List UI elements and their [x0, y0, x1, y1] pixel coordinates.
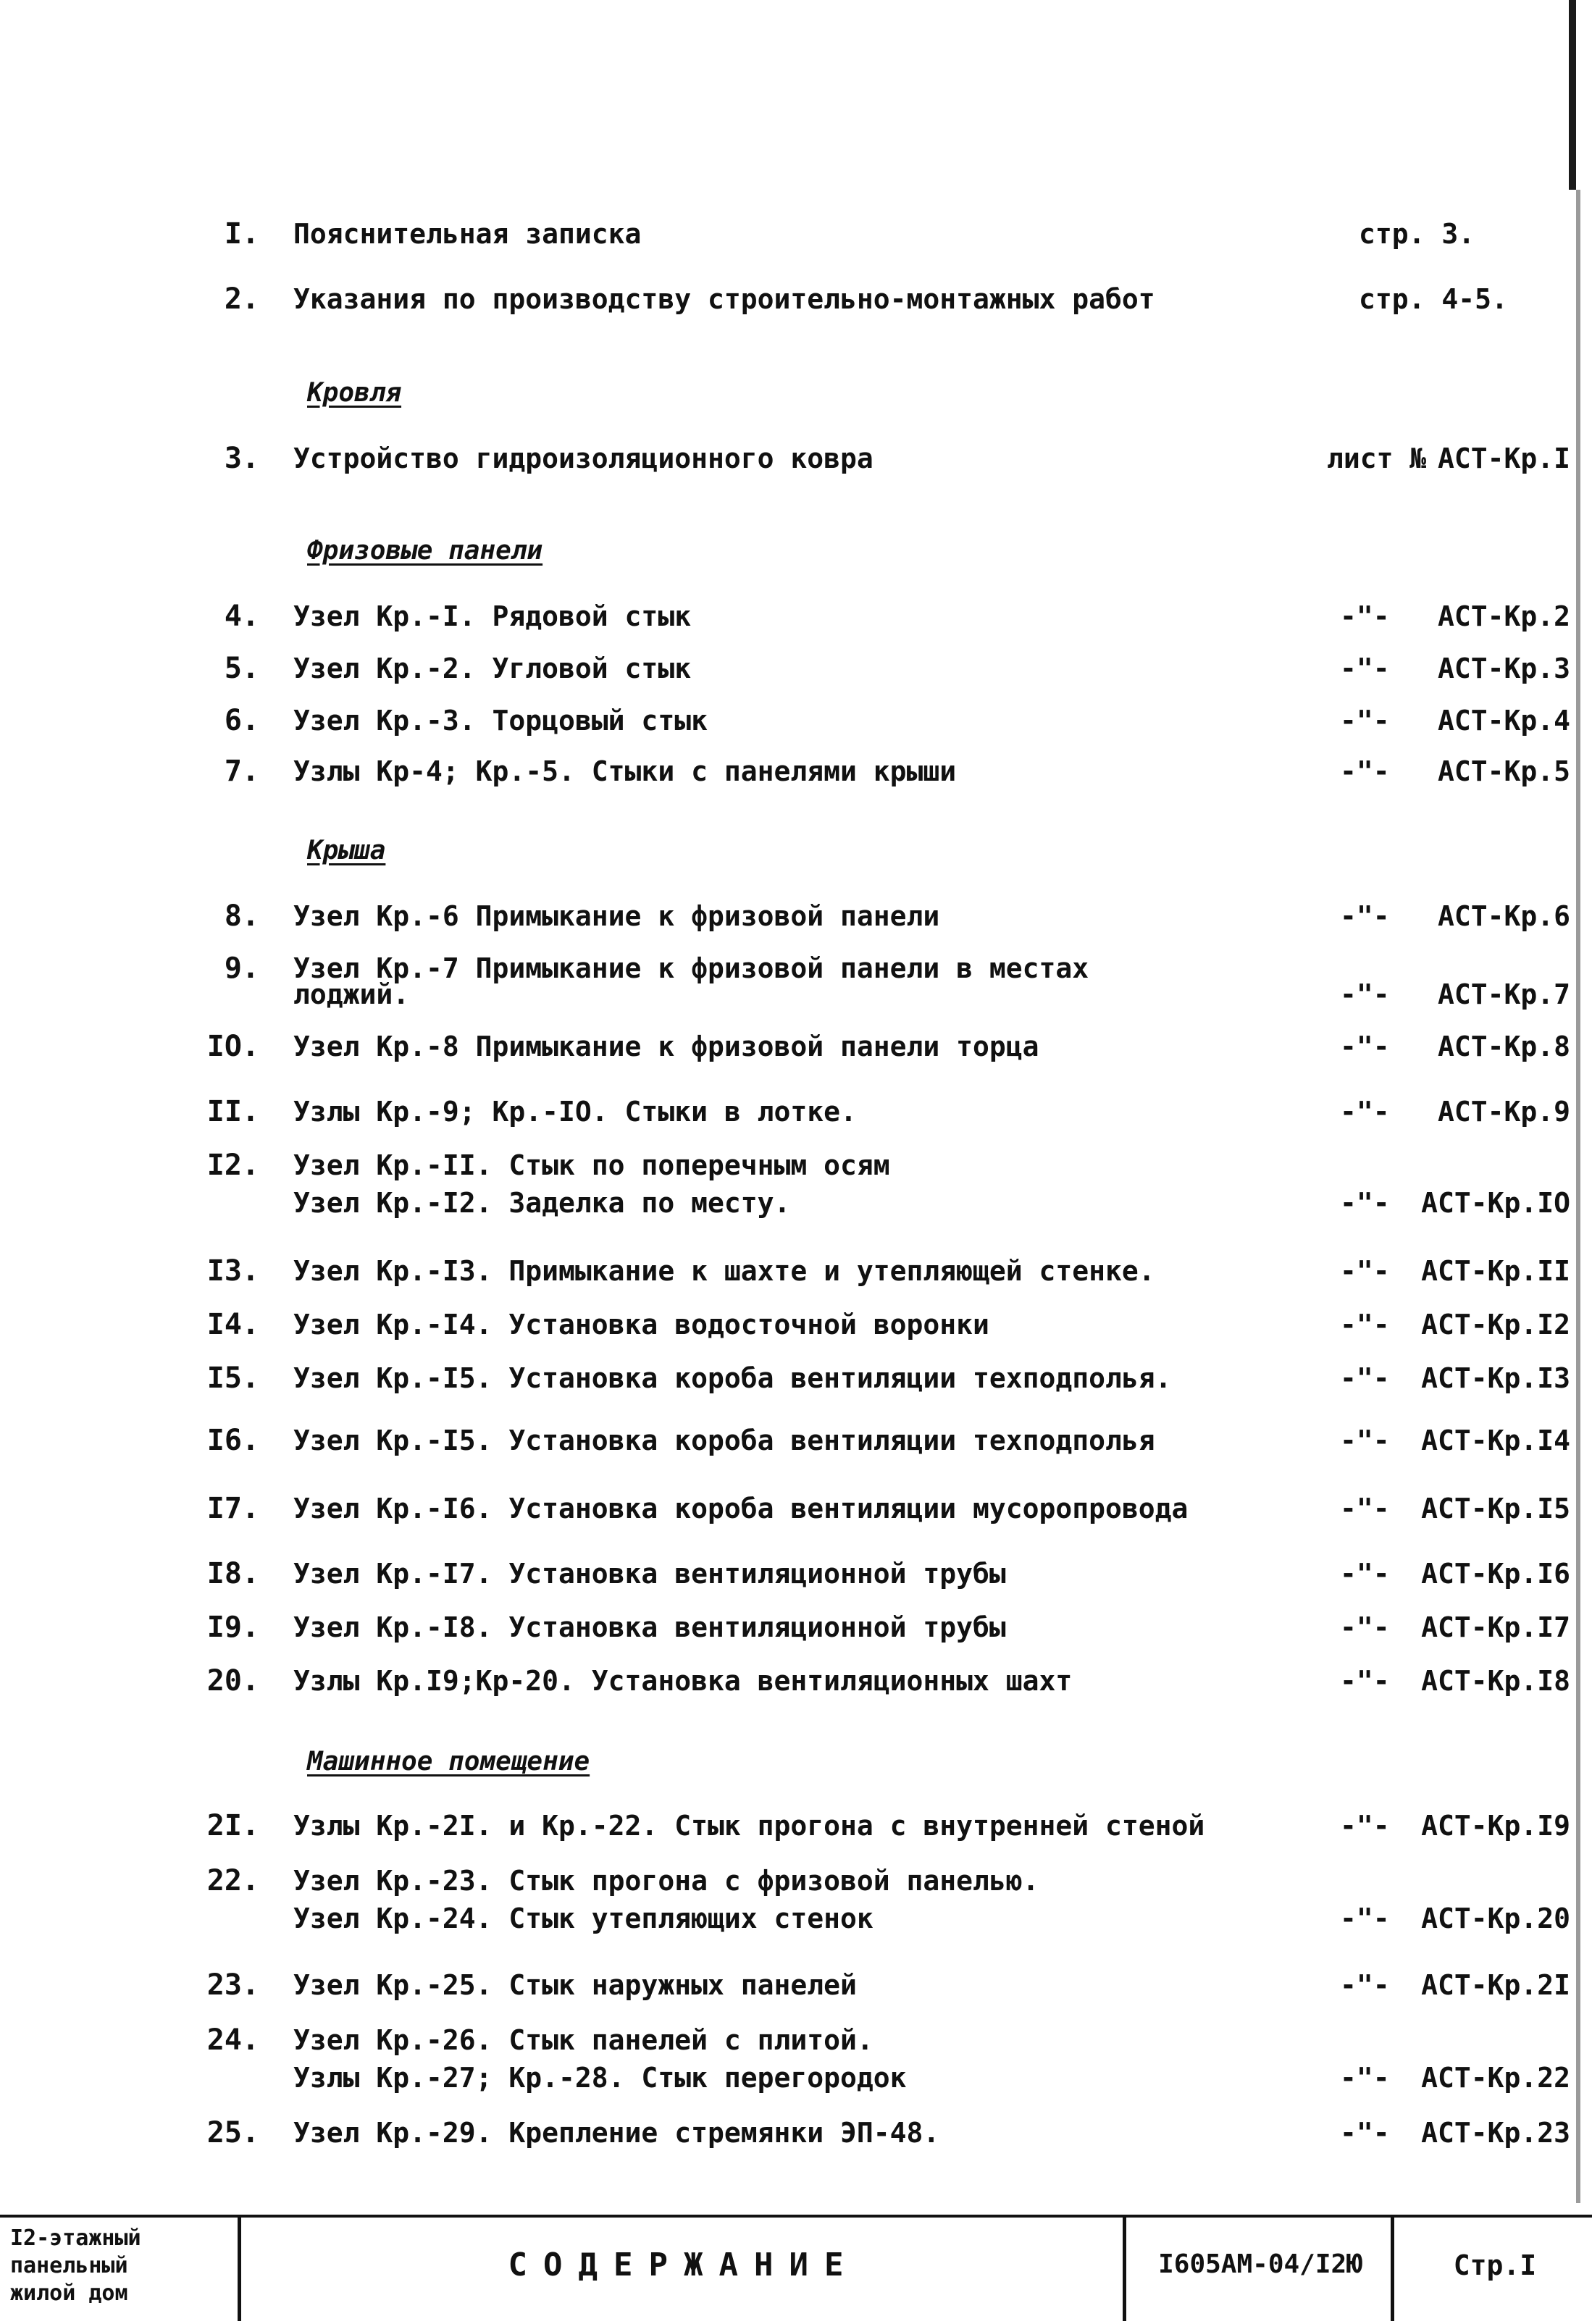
- item-number: 5.: [224, 652, 259, 685]
- title-block-title-cell: [238, 2218, 1126, 2321]
- item-sheet-ref: АСТ-Кр.2: [1437, 600, 1570, 632]
- list-item: [0, 1253, 1592, 1296]
- item-title: Узлы Кр.-2I. и Кр.-22. Стык прогона с внутренней стеной: [293, 1810, 1205, 1842]
- item-number: I2.: [206, 1149, 259, 1182]
- list-item: [0, 1147, 1592, 1227]
- item-title: Узлы Кр.-9; Кр.-IO. Стыки в лотке.: [293, 1096, 857, 1128]
- document-code: I605АМ-04/I2Ю: [1158, 2249, 1362, 2279]
- item-title: Узел Кр.-3. Торцовый стык: [293, 705, 708, 737]
- item-title: Пояснительная записка: [293, 218, 642, 250]
- title-block-code-cell: [1123, 2218, 1394, 2321]
- list-item: [0, 2022, 1592, 2102]
- item-number: I8.: [206, 1557, 259, 1590]
- item-ditto: -"-: [1340, 900, 1390, 932]
- item-ditto: -"-: [1340, 1810, 1390, 1842]
- item-sheet-ref: АСТ-Кр.6: [1437, 900, 1570, 932]
- item-ditto: -"-: [1340, 755, 1390, 787]
- list-item: [0, 753, 1592, 797]
- item-sheet-ref: АСТ-Кр.I8: [1421, 1665, 1570, 1697]
- item-ditto: -"-: [1340, 1558, 1390, 1590]
- item-number: I.: [224, 217, 259, 251]
- item-title: Узел Кр.-I5. Установка короба вентиляции техподполья: [293, 1425, 1155, 1456]
- item-number: 9.: [224, 952, 259, 985]
- item-ditto: -"-: [1340, 1187, 1390, 1219]
- section-heading-krovlya: Кровля: [307, 378, 402, 408]
- item-number: 25.: [206, 2116, 259, 2149]
- item-sheet-ref: АСТ-Кр.I7: [1421, 1611, 1570, 1643]
- list-item: [0, 1306, 1592, 1350]
- list-item: [0, 440, 1592, 484]
- item-ditto: -"-: [1340, 1493, 1390, 1524]
- item-sheet-ref: АСТ-Кр.I9: [1421, 1810, 1570, 1842]
- item-number: 8.: [224, 899, 259, 933]
- document-title: СОДЕРЖАНИЕ: [508, 2247, 860, 2283]
- list-item: [0, 2115, 1592, 2158]
- item-sheet-ref: АСТ-Кр.4: [1437, 705, 1570, 737]
- list-item: [0, 216, 1592, 259]
- item-number: I5.: [206, 1362, 259, 1395]
- item-number: I9.: [206, 1611, 259, 1644]
- item-ditto: -"-: [1340, 1031, 1390, 1062]
- item-sheet-ref: АСТ-Кр.I5: [1421, 1493, 1570, 1524]
- item-page: стр. 4-5.: [1359, 283, 1508, 315]
- item-title: Узел Кр.-7 Примыкание к фризовой панели в местах: [293, 952, 1089, 984]
- item-ditto: -"-: [1340, 1611, 1390, 1643]
- item-ditto: -"-: [1340, 2117, 1390, 2149]
- item-title: Устройство гидроизоляционного ковра: [293, 442, 873, 474]
- list-item: [0, 1490, 1592, 1534]
- item-number: 4.: [224, 600, 259, 633]
- item-ditto: -"-: [1340, 1665, 1390, 1697]
- page-number: Стр.I: [1453, 2249, 1537, 2281]
- item-number: 23.: [206, 1968, 259, 2002]
- list-item: [0, 1808, 1592, 1851]
- item-number: I4.: [206, 1308, 259, 1341]
- section-heading-frieze: Фризовые панели: [307, 536, 543, 566]
- item-title: Указания по производству строительно-монтажных работ: [293, 283, 1155, 315]
- item-ditto: -"-: [1340, 1362, 1390, 1394]
- item-sheet-ref: АСТ-Кр.3: [1437, 653, 1570, 684]
- item-sheet-ref: АСТ-Кр.8: [1437, 1031, 1570, 1062]
- item-sheet-ref: АСТ-Кр.22: [1421, 2062, 1570, 2094]
- list-item: [0, 1094, 1592, 1137]
- item-number: 22.: [206, 1864, 259, 1897]
- item-number: IO.: [206, 1030, 259, 1063]
- item-sheet-ref: АСТ-Кр.I4: [1421, 1425, 1570, 1456]
- title-block: [0, 2215, 1592, 2324]
- building-type: I2-этажный панельный жилой дом: [10, 2226, 141, 2306]
- item-ditto: -"-: [1340, 1969, 1390, 2001]
- list-item: [0, 1360, 1592, 1404]
- item-sheet-ref: АСТ-Кр.I2: [1421, 1309, 1570, 1341]
- list-item: [0, 898, 1592, 941]
- item-sheet-ref: АСТ-Кр.5: [1437, 755, 1570, 787]
- item-sheet-ref: АСТ-Кр.2I: [1421, 1969, 1570, 2001]
- section-heading-machine-room: Машинное помещение: [307, 1747, 590, 1776]
- list-item: [0, 598, 1592, 642]
- item-title: Узел Кр.-I5. Установка короба вентиляции техподполья.: [293, 1362, 1172, 1394]
- item-ditto: -"-: [1340, 1096, 1390, 1128]
- item-number: II.: [206, 1095, 259, 1128]
- item-title: Узел Кр.-I4. Установка водосточной воронки: [293, 1309, 989, 1341]
- item-ditto: -"-: [1340, 978, 1390, 1010]
- item-number: 2.: [224, 282, 259, 316]
- item-sheet-ref: АСТ-Кр.23: [1421, 2117, 1570, 2149]
- item-title: Узел Кр.-I7. Установка вентиляционной трубы: [293, 1558, 1006, 1590]
- item-title: Узел Кр.-I. Рядовой стык: [293, 600, 692, 632]
- item-sheet-ref: АСТ-Кр.20: [1421, 1903, 1570, 1934]
- item-sheet-ref: АСТ-Кр.9: [1437, 1096, 1570, 1128]
- item-page: стр. 3.: [1359, 218, 1475, 250]
- item-title-continued: Узел Кр.-I2. Заделка по месту.: [293, 1187, 791, 1219]
- item-number: 2I.: [206, 1809, 259, 1842]
- item-sheet-ref: АСТ-Кр.7: [1437, 978, 1570, 1010]
- list-item: [0, 702, 1592, 746]
- item-number: 7.: [224, 755, 259, 788]
- item-sheet-label: лист №: [1327, 442, 1427, 474]
- item-sheet-ref: АСТ-Кр.I6: [1421, 1558, 1570, 1590]
- item-number: 20.: [206, 1664, 259, 1698]
- item-number: I6.: [206, 1424, 259, 1457]
- item-title: Узел Кр.-6 Примыкание к фризовой панели: [293, 900, 940, 932]
- item-ditto: -"-: [1340, 1903, 1390, 1934]
- item-ditto: -"-: [1340, 1309, 1390, 1341]
- list-item: [0, 1028, 1592, 1072]
- item-title: Узел Кр.-2. Угловой стык: [293, 653, 692, 684]
- item-ditto: -"-: [1340, 1255, 1390, 1287]
- item-title: Узел Кр.-I8. Установка вентиляционной трубы: [293, 1611, 1006, 1643]
- item-number: I3.: [206, 1254, 259, 1288]
- item-title: Узел Кр.-II. Стык по поперечным осям: [293, 1149, 890, 1181]
- item-ditto: -"-: [1340, 600, 1390, 632]
- item-ditto: -"-: [1340, 2062, 1390, 2094]
- item-ditto: -"-: [1340, 1425, 1390, 1456]
- item-sheet-ref: АСТ-Кр.IO: [1421, 1187, 1570, 1219]
- list-item: [0, 1609, 1592, 1653]
- item-ditto: -"-: [1340, 705, 1390, 737]
- item-title: Узел Кр.-23. Стык прогона с фризовой панелью.: [293, 1865, 1039, 1897]
- item-title: Узлы Кр-4; Кр.-5. Стыки с панелями крыши: [293, 755, 957, 787]
- list-item: [0, 1967, 1592, 2010]
- item-number: I7.: [206, 1492, 259, 1525]
- item-title: Узел Кр.-25. Стык наружных панелей: [293, 1969, 857, 2001]
- title-block-building-cell: [0, 2218, 238, 2321]
- list-item: [0, 1556, 1592, 1599]
- item-title-continued: Узел Кр.-24. Стык утепляющих стенок: [293, 1903, 873, 1934]
- list-item: [0, 1663, 1592, 1706]
- title-block-page-cell: [1391, 2218, 1592, 2321]
- list-item: [0, 1863, 1592, 1942]
- list-item: [0, 650, 1592, 694]
- item-title: Узлы Кр.I9;Кр-20. Установка вентиляционных шахт: [293, 1665, 1073, 1697]
- item-number: 6.: [224, 704, 259, 737]
- item-title-continued: Узлы Кр.-27; Кр.-28. Стык перегородок: [293, 2062, 907, 2094]
- item-title: Узел Кр.-26. Стык панелей с плитой.: [293, 2024, 873, 2056]
- item-sheet-ref: АСТ-Кр.I: [1437, 442, 1570, 474]
- list-item: [0, 950, 1592, 1030]
- list-item: [0, 1422, 1592, 1466]
- item-ditto: -"-: [1340, 653, 1390, 684]
- item-title: Узел Кр.-I6. Установка короба вентиляции мусоропровода: [293, 1493, 1189, 1524]
- list-item: [0, 281, 1592, 324]
- item-title: Узел Кр.-8 Примыкание к фризовой панели торца: [293, 1031, 1039, 1062]
- section-heading-roof: Крыша: [307, 836, 386, 865]
- item-number: 24.: [206, 2023, 259, 2057]
- item-sheet-ref: АСТ-Кр.II: [1421, 1255, 1570, 1287]
- item-sheet-ref: АСТ-Кр.I3: [1421, 1362, 1570, 1394]
- item-title: Узел Кр.-I3. Примыкание к шахте и утепляющей стенке.: [293, 1255, 1155, 1287]
- item-title-continued: лоджий.: [293, 978, 410, 1010]
- item-title: Узел Кр.-29. Крепление стремянки ЭП-48.: [293, 2117, 940, 2149]
- item-number: 3.: [224, 442, 259, 475]
